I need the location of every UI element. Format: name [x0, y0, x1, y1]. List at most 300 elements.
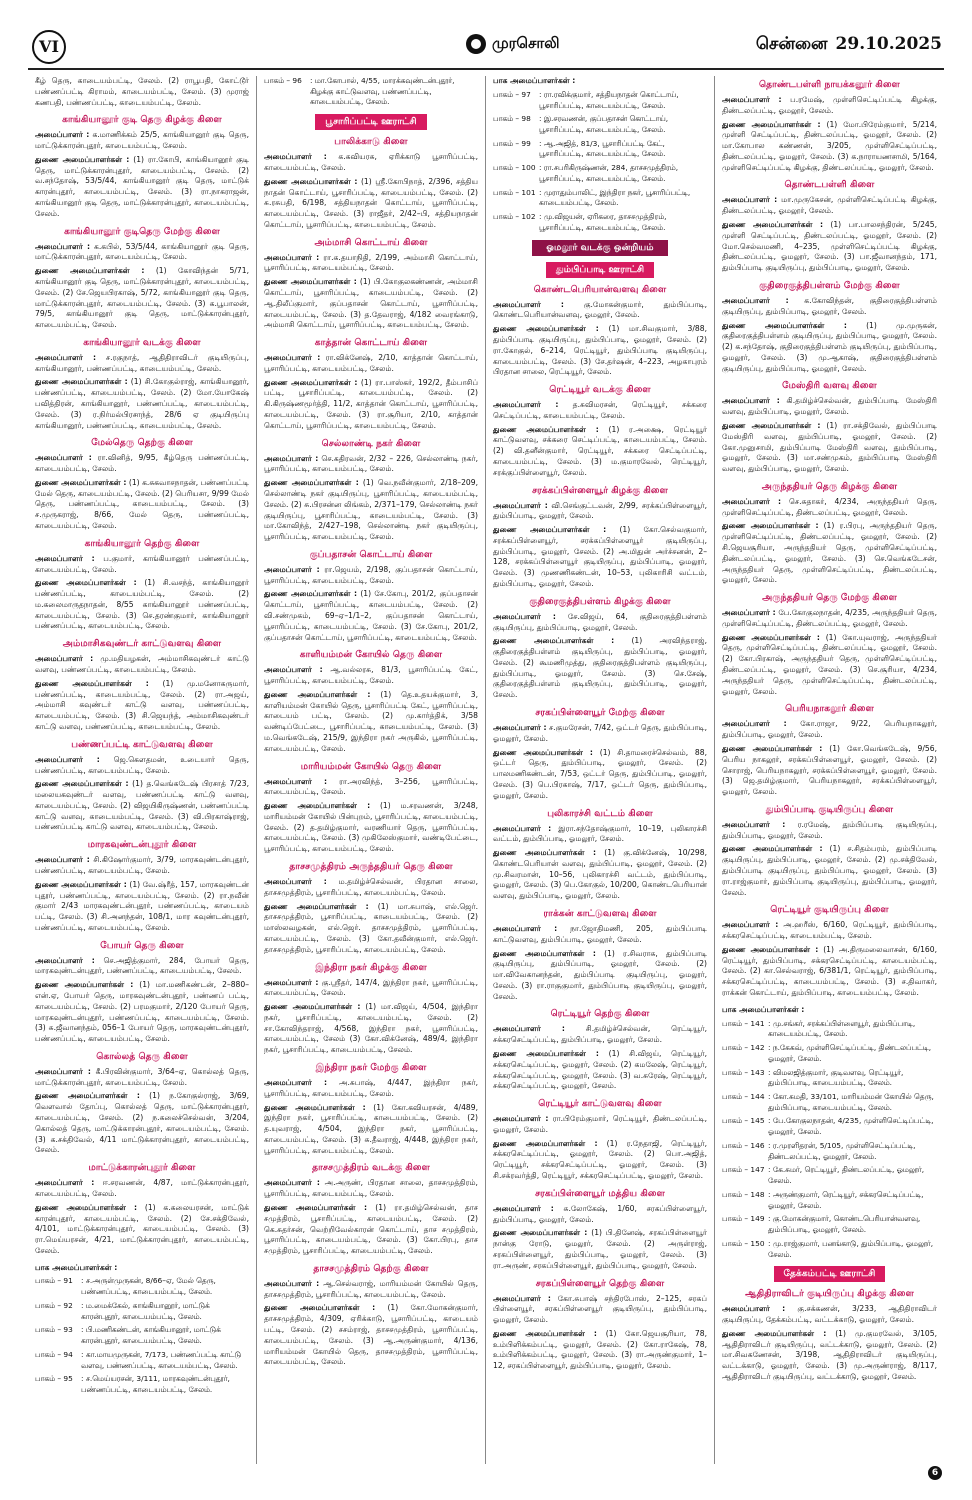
entry [722, 220, 937, 274]
entry [493, 300, 707, 322]
booth-agent: : ஆ.அஜித், 81/3, பூசாரிப்பட்டி கேட், பூசாரிப்பட்டி, காடையம்பட்டி, சேலம். [539, 138, 666, 159]
section-title: காங்கியானூர் குடிதெரு மேற்கு கிளை [64, 225, 220, 237]
entry-label: அமைப்பாளர் : [722, 819, 786, 829]
entry [35, 155, 249, 220]
entry [493, 1049, 707, 1092]
section [35, 1051, 249, 1156]
city: சென்னை [755, 34, 828, 54]
section [493, 1278, 707, 1372]
entry-label: துணை அமைப்பாளர்கள் : [35, 1091, 140, 1101]
entry-text: (1) த.வெங்கடேஷ் பிரசாத் 7/23, மலையகவுண்டர் வளவு, பண்ணப்பட்டி காட்டு வளவு, காடையம்பட்டி, சேலம். (2) விஜயிகிருஷ்ணன், பண்ணப்பட்டி காட்டு வளவு, காடையம்பட்டி, சேலம். (3) வி.பிரகாஷ்ராஜ், பண்ணப்பட்டி காட்டு வளவு, காடையம்பட்டி, சேலம். [35, 779, 249, 832]
section-title: தாசசமுத்திரம் அருந்ததியர் தெரு கிளை [289, 861, 453, 873]
entry-text: அ.அருண், பிரதான சாலை, தாசசமுத்திரம், பூசாரிப்பட்டி, காடையம்பட்டி, சேலம். [264, 1178, 478, 1199]
section-title: தொண்டபள்ளி கிளை [784, 179, 875, 191]
entry-label: அமைப்பாளர் : [35, 955, 95, 965]
entry [493, 1294, 707, 1326]
entry-label: துணை அமைப்பாளர்கள் : [35, 980, 134, 990]
section-title: செல்லாண்டி நகர் கிளை [321, 437, 421, 449]
entry [35, 1178, 249, 1200]
entry [264, 589, 478, 643]
section [493, 808, 707, 902]
section-title: காளியம்மன் கோயில் தெரு கிளை [299, 649, 443, 661]
entry [722, 744, 937, 798]
section [35, 337, 249, 431]
section-title: மாரியம்மன் கோயில் தெரு கிளை [300, 760, 442, 772]
entry-text: (1) பி.தினேஷ், சரகப்பிள்ளையூர் நான்கு ரோடு, ஓமலூர், சேலம். (2) அருள்ராஜ், சரகப்பிள்ளையூர், தும்பிப்பாடி, ஓமலூர், சேலம். (3) ரா.அருண், சரகப்பிள்ளையூர், தும்பிப்பாடி, ஓமலூர், சேலம். [493, 1228, 708, 1270]
entry-text: (1) மா.மணிகண்டன், 2–880–என்.ஏ, போயர் தெரு, மாரகவுண்டன்புதூர், பண்ணப் பட்டி, காடையம்பட்டி, சேலம். (2) பரமகுமார், 2/120 போயர் தெரு, மாரகவுண்டன்புதூர், பண்ணப்பட்டி, காடையம்பட்டி, சேலம். (3) சு.ஜீவானந்தம், 056–1 போயர் தெரு, மாரகவுண்டன்புதூர், பண்ணப்பட்டி, காடையம்பட்டி, சேலம். [35, 980, 249, 1044]
entry-text: ரா.அரவிந்த், 3–256, பூசாரிப்பட்டி, காடையம்பட்டி, சேலம். [264, 776, 479, 797]
entry-text: ப.ரமேஷ், முள்ளிசெட்டிப்பட்டி கிழக்கு, திண்டலப்பட்டி, ஓமலூர், சேலம். [722, 95, 937, 115]
entry [264, 1178, 478, 1200]
entry-label: துணை அமைப்பாளர்கள் : [35, 879, 127, 889]
entry-text: கு.சக்கணன், 3/233, ஆதிதிராவிடர் குடியிருப்பு, தேக்கம்பட்டி, வட்டக்காடு, ஓமலூர், சேலம். [722, 1304, 937, 1325]
entry [722, 120, 937, 174]
booth-row [722, 1190, 937, 1211]
section-title: ராக்கன் காட்டுவளவு கிளை [543, 907, 657, 919]
section [493, 1008, 707, 1092]
booth-agent: : பே.கோகுலநாதன், 4/235, முள்ளிசெட்டிப்பட்டி, ஓமலூர், சேலம். [768, 1116, 934, 1137]
section [35, 1263, 249, 1396]
entry [264, 454, 478, 476]
booth-agent: : ரா.சபரிகிருஷ்ணன், 284, தாசசமுத்திரம், பூசாரிப்பட்டி, காடையம்பட்டி, சேலம். [539, 163, 679, 183]
entry [722, 844, 937, 898]
section [264, 1062, 478, 1156]
entry [35, 1263, 249, 1274]
entry-text: (1) அரவிந்தராஜ், குதிரைகுத்திபள்ளம் குடியிருப்பு, தும்பிப்பாடி, ஓமலூர், சேலம். (2) கூமணிமுத்து, குதிரைகுத்திபள்ளம் குடியிருப்பு, தும்பிப்பாடி, ஓமலூர், சேலம். (3) செ.சேஷ், குதிரைகுத்திபள்ளம் குடியிருப்பு, தும்பிப்பாடி, ஓமலூர், சேலம். [493, 636, 707, 700]
section-title: ரெட்டியூர் குடியிருப்பு கிளை [770, 904, 889, 916]
section-title: காங்கியானூர் தெற்கு கிளை [84, 537, 200, 549]
entry [264, 801, 478, 855]
section [493, 596, 707, 701]
booth-number: பாகம் – 95 [35, 1374, 73, 1384]
section [722, 804, 937, 898]
booth-row [722, 1068, 937, 1089]
entry-label: துணை அமைப்பாளர்கள் : [264, 1002, 361, 1012]
booth-row [722, 1239, 937, 1260]
booth-row [722, 1214, 937, 1235]
entry [264, 277, 478, 331]
entry [264, 1203, 478, 1257]
section [264, 861, 478, 955]
entry [35, 377, 249, 431]
section [493, 76, 707, 234]
booth-row [493, 163, 707, 184]
date: 29.10.2025 [835, 34, 942, 54]
section [35, 1162, 249, 1256]
entry [35, 130, 249, 152]
entry-label: துணை அமைப்பாளர்கள் : [264, 589, 358, 599]
entry-label: துணை அமைப்பாளர்கள் : [493, 636, 615, 646]
entry [722, 945, 937, 999]
entry [493, 425, 707, 479]
entry-label: துணை அமைப்பாளர்கள் : [722, 944, 819, 954]
entry-text: கோ.சுபாஷ் சந்திரபோஸ், 2–125, சரகப் பிள்ளையூர், சரகப்பிள்ளையூர் குடியிருப்பு, தும்பிப்பாடி, ஓமலூர், சேலம். [493, 1293, 707, 1325]
section-title: அம்மாசி கொட்டாய் கிளை [314, 236, 428, 248]
entry [264, 902, 478, 956]
entry-text: (1) ந.கோகுல்ராஜ், 3/69, வௌவால் தோப்பு, கொல்லத் தெரு, மாட்டுக்காரன்புதூர், காடையம்பட்டி, சேலம். (2) ந.கலைச்செல்வன், 3/204, கொல்லத் தெரு, மாட்டுக்காரன்புதூர், காடையம்பட்டி, சேலம். (3) க.சக்திவேல், 4/11 மாட்டுக்காரன்புதூர், காடையம்பட்டி, சேலம். [35, 1091, 250, 1155]
booth-number: பாகம் – 101 [493, 187, 536, 197]
entry-label: அமைப்பாளர் : [493, 923, 558, 933]
entry-text: மு.மதியழகன், அம்மாசிகவுண்டர் காட்டு வளவு, பண்ணப்பட்டி, காடையம்பட்டி, சேலம். [35, 654, 249, 675]
booth-number: பாகம் – 149 [722, 1214, 765, 1224]
booth-row [722, 1165, 937, 1186]
section-title: கொல்லத் தெரு கிளை [96, 1050, 188, 1062]
entry-text: ரா.வினித், 9/95, கீழ்தெரு பண்ணப்பட்டி, காடையம்பட்டி, சேலம். [35, 453, 249, 474]
entry-label: துணை அமைப்பாளர்கள் : [264, 689, 371, 699]
entry-label: அமைப்பாளர் : [493, 1293, 551, 1303]
entry-label: துணை அமைப்பாளர்கள் : [493, 948, 596, 958]
booth-row [722, 1092, 937, 1113]
entry-label: அமைப்பாளர் : [264, 1278, 320, 1288]
entry-text: (1) வெ.நவீன்குமார், 2/18–209, செல்லாண்டி நகர் குடியிருப்பு, பூசாரிப்பட்டி, காடையம்பட்டி, சேலம். (2) சு.பிரசன்ன லிங்கம், 2/371–179, செல்லாண்டி நகர் குடியிருப்பு, பூசாரிப்பட்டி, காடையம்பட்டி, சேலம். (3) மா.கோவிந்த், 2/427–198, செல்லாண்டி நகர் குடியிருப்பு, பூசாரிப்பட்டி, காடையம்பட்டி, சேலம். [264, 478, 478, 542]
entry [493, 400, 707, 422]
entry [35, 779, 249, 833]
entry [722, 920, 937, 942]
booth-list [722, 1019, 937, 1261]
booth-number: பாகம் – 146 [722, 1140, 765, 1150]
entry-text: சி.தமிழ்ச்செல்வன், ரெட்டியூர், சக்கரசெட்டிப்பட்டி, தும்பிப்பாடி, ஓமலூர், சேலம். [493, 1024, 707, 1045]
entry-label: அமைப்பாளர் : [264, 665, 323, 675]
entry-label: அமைப்பாளர் : [493, 400, 559, 410]
entry [722, 296, 937, 318]
entry-text: (1) ர.நேதாஜி, ரெட்டியூர், சக்கரசெட்டிப்பட்டி, ஓமலூர், சேலம். (2) பொ.அஜித், ரெட்டியூர், சக்கரசெட்டிப்பட்டி, ஓமலூர், சேலம். (3) சி.சக்ரவர்த்தி, ரெட்டியூர், சக்கரசெட்டிப்பட்டி, ஓமலூர், சேலம். [493, 1138, 708, 1181]
entry-text: த.சுவிமரசன், ரெட்டியூர், சக்கரை செட்டிப்பட்டி, காடையம்பட்டி, சேலம். [493, 400, 707, 420]
entry-label: துணை அமைப்பாளர்கள் : [493, 424, 599, 434]
entry-text: (1) க.சுகவாசநாதன், பண்ணப்பட்டி மேல் தெரு, காடையம்பட்டி, சேலம். (2) பெரியசா, 9/99 மேல் தெரு, பண்ணப்பட்டி, காடையம்பட்டி, சேலம். (3) ச.முருகராஜ், 8/66, மேல் தெரு, பண்ணப்பட்டி, காடையம்பட்டி, சேலம். [35, 477, 250, 530]
entry-label: அமைப்பாளர் : [264, 353, 321, 363]
section-title: மேல்தெரு தெற்கு கிளை [91, 437, 193, 449]
entry-label: அமைப்பாளர் : [493, 1024, 565, 1034]
entry-text: கி.தமிழ்ச்செல்வன், தும்பிப்பாடி மேஸ்திரி வளவு, தும்பிப்பாடி, ஓமலூர், சேலம். [722, 396, 937, 417]
entry [264, 177, 478, 231]
entry [493, 636, 707, 701]
booth-number: பாகம் – 102 [493, 212, 536, 222]
entry-text: சே.விஜய், 64, குதிரைகுத்திபள்ளம் குடியிருப்பு, தும்பிப்பாடி, ஓமலூர், சேலம். [493, 611, 707, 632]
section [722, 703, 937, 797]
entry-text: கு.ஸ்ரீதர், 147/4, இந்திரா நகர், பூசாரிப்பட்டி, காடையம்பட்டி, சேலம். [264, 977, 478, 998]
entry-label: துணை அமைப்பாளர்கள் : [264, 901, 369, 911]
entry-label: துணை அமைப்பாளர்கள் : [722, 743, 823, 753]
booth-number: பாகம் – 98 [493, 114, 531, 124]
newspaper-emblem-icon [466, 34, 486, 54]
section [35, 114, 249, 219]
entry [493, 723, 707, 745]
entry [493, 1204, 707, 1226]
entry [264, 1303, 478, 1368]
section-title: அருந்ததியர் தெரு கிழக்கு கிளை [761, 480, 898, 492]
section [264, 962, 478, 1056]
entry-text: (1) சி.கோகுல்ராஜ், காங்கியானூர், பண்ணப்பட்டி, காடையம்பட்டி, சேலம். (2) மோ.யோகேஷ் பவித்திரன், காங்கியானூர், பண்ணப்பட்டி, காடையம்பட்டி, சேலம். (3) ர.நிர்மல்பிரசாந்த், 28/6 ஏ குடியிருப்பு காங்கியானூர், பண்ணப்பட்டி, காடையம்பட்டி, சேலம். [35, 377, 250, 430]
entry-label: துணை அமைப்பாளர்கள் : [722, 420, 821, 430]
section-title: காங்கியானூர் குடி தெரு கிழக்கு கிளை [62, 114, 222, 126]
section-title: கொண்டபெரியான்வளவு கிளை [533, 283, 667, 295]
entry-text: (1) மோ.பிரேம்குமார், 5/214, முள்ளி செட்டிப்பட்டி, திண்டலப்பட்டி, ஓமலூர், சேலம். (2) மா.கோபால கண்ணன், 3/205, முள்ளிசெட்டிப்பட்டி, திண்டலப்பட்டி, ஓமலூர், சேலம். (3) க.நாராயணசாமி, 5/164, முள்ளிசெட்டிப்பட்டி கிழக்கு, திண்டலப்பட்டி, ஓமலூர், சேலம். [722, 119, 937, 172]
section [722, 1266, 937, 1282]
section [35, 437, 249, 531]
entry-text: (1) சி.விஜய், ரெட்டியூர், சக்கரசெட்டிப்பட்டி, ஓமலூர், சேலம். (2) கமலேஷ், ரெட்டியூர், சக்கரசெட்டிப்பட்டி, ஓமலூர், சேலம். (3) வ.சுரேஷ், ரெட்டியூர், சக்கரசெட்டிப்பட்டி, ஓமலூர், சேலம். [493, 1049, 707, 1091]
entry-label: அமைப்பாளர் : [722, 1304, 786, 1314]
entry-label: அமைப்பாளர் : [35, 754, 100, 764]
entry [722, 1329, 937, 1383]
entry [264, 353, 478, 375]
entry [264, 1103, 478, 1157]
section [722, 280, 937, 374]
entry-text: (1) கோ.கவியரசன், 4/489, இந்திரா நகர், பூசாரிப்பட்டி, காடையம்பட்டி, சேலம். (2) த.யுவராஜ், 4/504, இந்திரா நகர், பூசாரிப்பட்டி, காடையம்பட்டி, சேலம். (3) சு.தீவராஜ், 4/448, இந்திரா நகர், பூசாரிப்பட்டி, காடையம்பட்டி, சேலம். [264, 1102, 478, 1155]
column-4 [715, 76, 944, 1464]
entry-label: துணை அமைப்பாளர்கள் : [493, 848, 597, 858]
entry [493, 1329, 707, 1372]
section [35, 638, 249, 732]
entry-label: துணை அமைப்பாளர்கள் : [35, 1202, 138, 1212]
section-title: தொண்டபள்ளி நாயக்கனூர் கிளை [759, 79, 900, 90]
entry-label: துணை அமைப்பாளர்கள் : [493, 324, 599, 334]
entry [493, 501, 707, 523]
dateline [756, 34, 942, 56]
section [493, 262, 707, 278]
entry [35, 453, 249, 475]
entry-text: இரா.சந்தோஷ்குமார், 10–19, புலிகாரச்சி வட்டம், தும்பிப்பாடி, ஓமலூர், சேலம். [493, 823, 708, 844]
section-title: சரகப்பிள்ளையூர் மத்திய கிளை [535, 1187, 665, 1199]
entry-label: பாக அமைப்பாளர்கள் : [493, 76, 576, 85]
entry-label: அமைப்பாளர் : [493, 1203, 554, 1213]
entry-text: (1) மா.சிவகுமார், 3/88, தும்பிப்பாடி குடியிருப்பு, தும்பிப்பாடி, ஓமலூர், சேலம். (2) ரா.கோகுல், 6–214, ரெட்டியூர், தும்பிப்பாடி குடியிருப்பு, காடையம்பட்டி, சேலம். (3) சே.தர்ஷன், 4–223, அழகாபுரம் பிரதான சாலை, ரெட்டியூர், சேலம். [493, 324, 707, 377]
entry-text: (1) ர.அக்ஷை, ரெட்டியூர் காட்டுவளவு, சக்கரை செட்டிப்பட்டி, காடையம்பட்டி, சேலம். (2) வி.தனீன்குமார், ரெட்டியூர், சக்கரை செட்டிப்பட்டி, காடையம்பட்டி, சேலம். (3) ம.குமாரவேல், ரெட்டியூர், சரக்குப்பிள்ளையூர், சேலம். [493, 424, 707, 477]
entry-label: துணை அமைப்பாளர்கள் : [722, 220, 824, 230]
entry-text: செ.அஜித்குமார், 284, போயர் தெரு, மாரகவுண்டன்புதூர், பண்ணப்பட்டி, காடையம்பட்டி, சேலம். [35, 955, 249, 976]
booth-row [722, 1019, 937, 1040]
entry-label: துணை அமைப்பாளர்கள் : [722, 320, 847, 330]
entry-label: அமைப்பாளர் : [722, 195, 778, 205]
entry [722, 1005, 937, 1016]
booth-agent: : கா.மாயமுருகன், 7/173, பண்ணப்பட்டி காட்டு வளவு, பண்ணப்பட்டி, காடையம்பட்டி, சேலம். [81, 1349, 242, 1370]
booth-agent: : இ.சரவணன், குப்பதாசன் கொட்டாய், பூசாரிப்பட்டி, காடையம்பட்டி, சேலம். [539, 114, 669, 134]
section-title: போயர் தெரு கிளை [100, 939, 184, 951]
entry-text: க.கவியரசு, ஏரிக்காடு பூசாரிப்பட்டி, காடையம்பட்டி, சேலம். [264, 152, 478, 172]
entry [493, 848, 707, 902]
entry [493, 748, 707, 802]
entry-label: அமைப்பாளர் : [493, 823, 552, 833]
booth-agent: : மா.கோபால், 4/55, மாரக்கவுண்டன்புதூர், கிழக்கு காட்டுவளவு, பண்ணப்பட்டி, காடையம்பட்டி, சேலம். [310, 76, 455, 107]
section [493, 908, 707, 1002]
entry-label: துணை அமைப்பாளர்கள் : [264, 1303, 376, 1313]
entry [35, 554, 249, 576]
section-title: தாசசமுத்திரம் தெற்கு கிளை [313, 1262, 429, 1274]
entry [35, 980, 249, 1045]
section [264, 761, 478, 855]
entry-text: சு.லோகேஷ், 1/60, சரகப்பிள்ளையூர், தும்பிப்பாடி, ஓமலூர், சேலம். [493, 1203, 707, 1224]
entry-label: அமைப்பாளர் : [35, 855, 90, 865]
entry-text: கோ.ராஜா, 9/22, பெரியநாகலூர், தும்பிப்பாடி, ஓமலூர், சேலம். [722, 719, 937, 740]
entry [35, 880, 249, 934]
section [722, 592, 937, 697]
booth-row [722, 1141, 937, 1162]
entry-label: துணை அமைப்பாளர்கள் : [722, 521, 819, 531]
booth-number: பாகம் – 150 [722, 1238, 765, 1248]
entry-text: (1) பி.கோகுலகண்ணன், அம்மாசி கொட்டாய், பூசாரிப்பட்டி, காடையம்பட்டி, சேலம். (2) ஆ.திலீப்குமார், குப்பதாசன் கொட்டாய், பூசாரிப்பட்டி, காடையம்பட்டி, சேலம். (3) த.தேவராஜ், 4/182 வைரங்காடு, அம்மாசி கொட்டாய், பூசாரிப்பட்டி, காடையம்பட்டி, சேலம். [264, 277, 478, 330]
entry [722, 633, 937, 698]
newspaper-name [466, 34, 560, 54]
section-title: இந்திரா நகர் மேற்கு கிளை [315, 1061, 427, 1073]
booth-agent: : மு.ராஜ்குமார், பனங்காடு, தும்பிப்பாடி, ஓமலூர், சேலம். [768, 1238, 934, 1259]
section-title: பாலிக்காடு கிளை [334, 136, 408, 148]
entry-text: ஆ.செல்வராஜ், மாரியம்மன் கோயில் தெரு, தாசசமுத்திரம், பூசாரிப்பட்டி, காடையம்பட்டி, சேலம். [264, 1278, 478, 1299]
section [264, 237, 478, 331]
entry-label: துணை அமைப்பாளர்கள் : [35, 377, 128, 387]
entry-text: (1) மு.குமரவேல், 3/105, ஆதிதிராவிடர் குடியிருப்பு, வட்டக்காடு, ஓமலூர், சேலம். (2) மா.சிவகணேசன், 3/198, ஆதிதிராவிடர் குடியிருப்பு, வட்டக்காடு, ஓமலூர், சேலம். (3) மு.அருண்ராஜ், 8/117, ஆதிதிராவிடர் குடியிருப்பு, வட்டக்காடு, ஓமலூர், சேலம். [722, 1328, 938, 1381]
section [35, 226, 249, 331]
entry-label: அமைப்பாளர் : [722, 920, 779, 930]
entry-label: அமைப்பாளர் : [264, 1077, 328, 1087]
entry-label: துணை அமைப்பாளர்கள் : [35, 779, 129, 789]
entry-label: அமைப்பாளர் : [264, 1178, 320, 1188]
entry-text: (1) மா.சுபாஷ், எல்.ஜெர். தாசசமுத்திரம், பூசாரிப்பட்டி, காடையம்பட்டி, சேலம். (2) மாஸ்லவழகன், எல்.ஜெர். தாசசமுத்திரம், பூசாரிப்பட்டி, காடையம்பட்டி, சேலம். (3) கோ.தவீன்குமார், எல்.ஜெர். தாசசமுத்திரம், பூசாரிப்பட்டி, காடையம்பட்டி, சேலம். [264, 901, 479, 954]
section [493, 1188, 707, 1272]
section-title: மாட்டுக்காரன்புதூர் கிளை [88, 1162, 196, 1174]
entry [35, 242, 249, 264]
entry-text: (1) மு.மனோகருமார், பண்ணப்பட்டி, காடையம்பட்டி, சேலம். (2) ரா.அஜய், அம்மாசி கவுண்டர் காட்டு வளவு, பண்ணப்பட்டி, காடையம்பட்டி, சேலம். (3) சி.ஜெயந்த், அம்மாசிகவுண்டர் காட்டு வளவு, பண்ணப்பட்டி, காடையம்பட்டி, சேலம். [35, 678, 249, 731]
entry [493, 1228, 707, 1271]
booth-agent: : மு.சங்கர், சரக்கப்பிள்ளையூர், தும்பிப்பாடி, காடையம்பட்டி, சேலம். [768, 1018, 916, 1039]
section-title: சரகப்பிள்ளையூர் மேற்கு கிளை [535, 707, 665, 719]
entry [35, 956, 249, 978]
entry [35, 1067, 249, 1089]
entry-text: (1) ம.சரவணன், 3/248, மாரியம்மன் கோயில் பின்புறம், பூசாரிப்பட்டி, காடையம்பட்டி, சேலம். (2) த.தமிழ்குமார், வரணியார் தெரு, பூசாரிப்பட்டி, காடையம்பட்டி, சேலம். (3) முகிலேஸ்குமார், வண்டிபேட்டை, பூசாரிப்பட்டி, காடையம்பட்டி, சேலம். [264, 801, 478, 854]
entry [493, 1139, 707, 1182]
entry-label: துணை அமைப்பாளர்கள் : [493, 525, 607, 535]
entry [493, 824, 707, 846]
booth-agent: : பி.மணிகண்டன், காங்கியானூர், மாட்டுக் காரன்புதூர், காடையம்பட்டி, சேலம். [81, 1325, 221, 1346]
booth-row [493, 90, 707, 111]
entry [35, 353, 249, 375]
entry [722, 396, 937, 418]
booth-list [35, 1276, 249, 1395]
entry-text: ம.தமிழ்ச்செல்வன், பிரதான சாலை, தாசசமுத்திரம், பூசாரிப்பட்டி, காடையம்பட்டி, சேலம். [264, 877, 478, 897]
entry [493, 76, 707, 87]
entry-text: செ.சுதாகர், 4/234, அருந்ததியர் தெரு, முள்ளிசெட்டிப்பட்டி, திண்டலப்பட்டி, ஓமலூர், சேலம். [722, 496, 937, 517]
entry-label: அமைப்பாளர் : [35, 654, 94, 664]
section [493, 1098, 707, 1182]
entry-text: கீழ் தெரு, காடையம்பட்டி, சேலம். (2) ராபூபதி, கோட்டூர் பண்ணப்பட்டி கிராமம், காடையம்பட்டி, சேலம். (3) முராஜ் கணபதி, பண்ணப்பட்டி, காடையம்பட்டி, சேலம். [35, 76, 249, 107]
booth-agent: : ம.மைக்கேல், காங்கியானூர், மாட்டுக் காரன்புதூர், காடையம்பட்டி, சேலம். [81, 1300, 210, 1321]
entry [493, 949, 707, 1003]
entry [493, 525, 707, 590]
entry-label: அமைப்பாளர் : [493, 1114, 549, 1124]
entry [722, 1304, 937, 1326]
section-title: ரெட்டியூர் காட்டுவளவு கிளை [538, 1098, 662, 1110]
booth-list [493, 90, 707, 234]
entry [722, 521, 937, 586]
section-title: ஆதிதிராவிடர் குடியிருப்பு கிழக்கு கிளை [745, 1288, 914, 1300]
entry [264, 690, 478, 755]
booth-number: பாகம் – 94 [35, 1349, 73, 1359]
section-title: புலிகாரச்சி வட்டம் கிளை [547, 807, 653, 819]
entry-label: அமைப்பாளர் : [722, 295, 789, 305]
entry-text: (1) மா.விஜய், 4/504, இந்திரா நகர், பூசாரிப்பட்டி, காடையம்பட்டி, சேலம். (2) சா.கோவிந்தராஜ், 4/568, இந்திரா நகர், பூசாரிப்பட்டி, காடையம்பட்டி, சேலம் (3) கோ.விக்னேஷ், 489/4, இந்திரா நகர், பூசாரிப்பட்டி, காடையம்பட்டி, சேலம். [264, 1002, 478, 1055]
entry [264, 253, 478, 275]
entry-text: ஜெ.கௌதமன், உடையார் தெரு, பண்ணப்பட்டி, காடையம்பட்டி, சேலம். [35, 754, 249, 775]
section [493, 384, 707, 478]
column-2 [257, 76, 486, 1464]
booth-agent: : முராதும்பாலிட், இந்திரா நகர், பூசாரிப்பட்டி, காடையம்பட்டி, சேலம். [539, 187, 691, 208]
entry-text: அ.ஹரீஸ், 6/160, ரெட்டியூர், தும்பிப்பாடி, சக்கரசெட்டிப்பட்டி, காடையம்பட்டி, சேலம். [722, 920, 937, 941]
section [35, 940, 249, 1045]
section [264, 337, 478, 431]
masthead [28, 26, 944, 70]
entry-label: அமைப்பாளர் : [264, 453, 319, 463]
section [264, 114, 478, 130]
entry [722, 321, 937, 375]
section [722, 481, 937, 586]
section [722, 1005, 937, 1260]
entry-label: துணை அமைப்பாளர்கள் : [493, 1328, 597, 1338]
entry [35, 1091, 249, 1156]
booth-number: பாகம் – 148 [722, 1189, 765, 1199]
entry-label: துணை அமைப்பாளர்கள் : [493, 747, 593, 757]
entry-label: பாக அமைப்பாளர்கள் : [722, 1004, 805, 1014]
entry [264, 665, 478, 687]
booth-agent: : கு.மோகன்குமார், கொண்டபெரியான்வளவு, தும்பிப்பாடி, ஓமலூர், சேலம். [768, 1214, 921, 1235]
section-title: ரெட்டியூர் தெற்கு கிளை [550, 1008, 650, 1020]
section [264, 136, 478, 230]
section [722, 1288, 937, 1382]
booth-number: பாகம் – 91 [35, 1276, 73, 1286]
entry [35, 578, 249, 632]
section [35, 739, 249, 833]
booth-agent: : கோ.சுமதி, 33/101, மாரியம்மன் கோயில் தெரு, தும்பிப்பாடி, காடையம்பட்டி, சேலம். [768, 1091, 934, 1112]
entry-label: துணை அமைப்பாளர்கள் : [722, 844, 823, 854]
entry-text: (1) கோ.மோகன்குமார், தாசசமுத்திரம், 4/309, ஏரிக்காடு, பூசாரிப்பட்டி, காடையம் பட்டி, சேலம். (2) சசம்ராஜ், தாசசமுத்திரம், பூசாரிப்பட்டி, காடையம்பட்டி, சேலம். (3) ஆ.அருண்குமார், 4/136, மாரியம்மன் கோயில் தெரு, தாசசமுத்திரம், பூசாரிப்பட்டி, காடையம்பட்டி, சேலம். [264, 1303, 478, 1367]
entry-text: பே.கோகுலநாதன், 4/235, அருந்ததியர் தெரு, முள்ளிசெட்டிப்பட்டி, திண்டலப்பட்டி, ஓமலூர், சேலம். [722, 608, 937, 628]
entry-text: (1) ரா.பாஸ்கர், 192/2, தீம்பாசிப் பட்டி, பூசாரிப்பட்டி, காடையம்பட்டி, சேலம். (2) கி.கிருஷ்ணமூர்த்தி, 11/2, காத்தான் கொட்டாய், பூசாரிப்பட்டி, காடையம்பட்டி, சேலம். (3) ரா.சூரியா, 2/10, காத்தான் கொட்டாய், பூசாரிப்பட்டி, காடையம்பட்டி, சேலம். [264, 377, 479, 430]
entry [722, 719, 937, 741]
entry-text: ஆ.வல்லரசு, 81/3, பூசாரிப்பட்டி கேட், பூசாரிப்பட்டி, காடையம்பட்டி, சேலம். [264, 665, 478, 686]
booth-number: பாகம் – 144 [722, 1091, 765, 1101]
entry-text: மா.முருகேசன், முள்ளிசெட்டிப்பட்டி கிழக்கு, திண்டலப்பட்டி, ஓமலூர், சேலம். [722, 195, 937, 216]
entry [35, 679, 249, 733]
booth-agent: : ந.கேகவ், முள்ளிசெட்டிப்பட்டி, திண்டலப்பட்டி, ஓமலூர், சேலம். [768, 1043, 932, 1063]
section-title: மாரகவுண்டன்புதூர் கிளை [87, 839, 197, 851]
entry-text: (1) கோ.ஜெயசூரியா, 78, உம்பிளிக்கம்பட்டி, ஓமலூர், சேலம். (2) கோ.ராகேஷ், 78, உம்பிளிக்கம்பட்டி, ஓமலூர், சேலம். (3) ரா.அருண்குமார், 1–12, சரகப்பிள்ளையூர், தும்பிப்பாடி, ஓமலூர், சேலம். [493, 1328, 708, 1371]
section [35, 538, 249, 632]
entry [722, 95, 937, 117]
entry [264, 877, 478, 899]
booth-number: பாகம் – 141 [722, 1018, 765, 1028]
newspaper-title: முரசொலி [492, 34, 560, 52]
entry [493, 1024, 707, 1046]
booth-agent: : அருண்குமார், ரெட்டியூர், சக்கரசெட்டிப்பட்டி, ஓமலூர், சேலம். [768, 1189, 924, 1210]
section [493, 707, 707, 801]
entry [35, 76, 249, 108]
entry-text: நா.ஜோதிமணி, 205, தும்பிப்பாடி காட்டுவளவு, தும்பிப்பாடி, ஓமலூர், சேலம். [493, 923, 707, 944]
section [35, 839, 249, 933]
entry-label: துணை அமைப்பாளர்கள் : [722, 119, 821, 129]
entry-text: ச.குமரேசன், 7/42, ஒட்டர் தெரு, தும்பிப்பாடி, ஓமலூர், சேலம். [493, 723, 707, 743]
section [722, 380, 937, 474]
booth-agent: : ச.அருள்முருகன், 8/66–ஏ, மேல் தெரு, பண்ணப்பட்டி, காடையம்பட்டி, சேலம். [81, 1276, 216, 1297]
entry-label: அமைப்பாளர் : [35, 1178, 95, 1188]
section [264, 549, 478, 643]
entry-text: (1) கு.விக்னேஷ், 10/298, கொண்டபெரியான் வளவு, தும்பிப்பாடி, ஓமலூர், சேலம். (2) மு.சிவரமான், 10–56, புலிகாரச்சி வட்டம், தும்பிப்பாடி, ஓமலூர், சேலம். (3) பெ.கோகுல், 10/200, கொண்டபெரியான் வளவு, தும்பிப்பாடி, ஓமலூர், சேலம். [493, 848, 708, 901]
entry-text: (1) சி.தாமரைச்செல்வம், 88, ஒட்டர் தெரு, தும்பிப்பாடி, ஓமலூர், சேலம். (2) பாலமணிகண்டன், 7/53, ஒட்டர் தெரு, தும்பிப்பாடி, ஓமலூர், சேலம். (3) பெ.பிரகாஷ், 7/17, ஒட்டர் தெரு, தும்பிப்பாடி, ஓமலூர், சேலம். [493, 747, 708, 800]
booth-number: பாகம் – 92 [35, 1300, 73, 1310]
booth-row [35, 1374, 249, 1395]
entry-text: க.மாணிக்கம் 25/5, காங்கியானூர் குடி தெரு, மாட்டுக்காரன்புதூர், காடையம்பட்டி, சேலம். [35, 130, 249, 151]
entry [264, 378, 478, 432]
entry-label: துணை அமைப்பாளர்கள் : [264, 801, 371, 811]
booth-number: பாகம் – 142 [722, 1043, 765, 1053]
booth-agent: : ச.மெய்யரசன், 3/111, மாரகவுண்டன்புதூர், பண்ணப்பட்டி, காடையம்பட்டி, சேலம். [81, 1374, 230, 1395]
booth-number: பாகம் – 93 [35, 1325, 73, 1335]
